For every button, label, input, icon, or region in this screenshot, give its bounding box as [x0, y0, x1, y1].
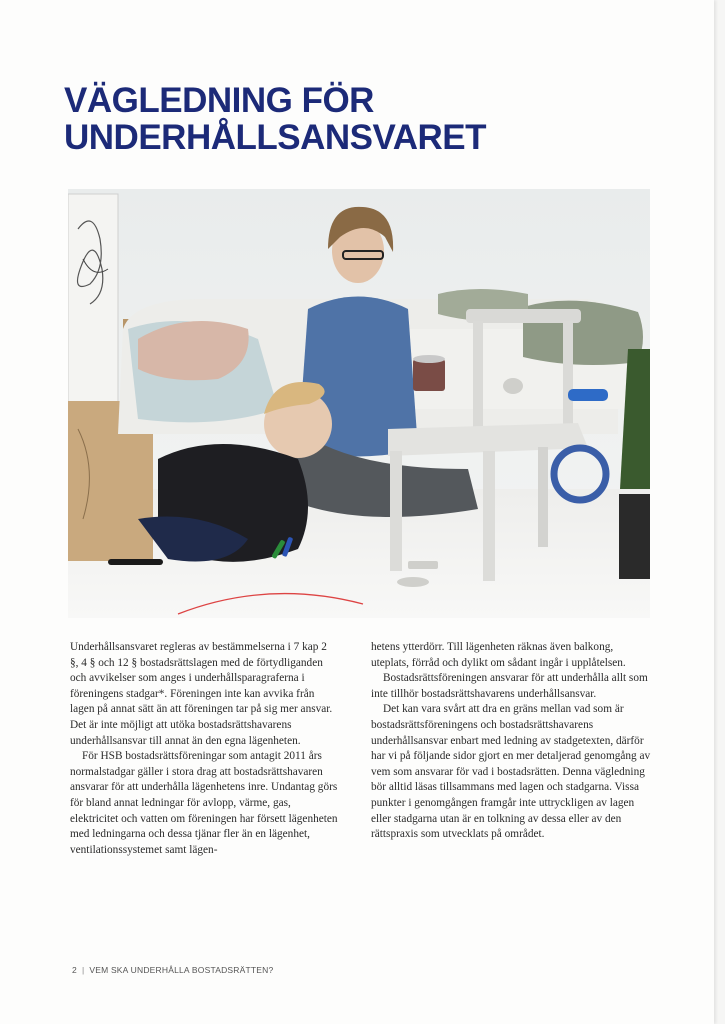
paragraph: hetens ytterdörr. Till lägenheten räknas även balkong, uteplats, förråd och dylikt om sådant ingår i upplåtelsen.	[371, 641, 626, 669]
footer-separator: |	[81, 965, 85, 975]
body-column-left	[70, 640, 338, 858]
page-title-line-2: UNDERHÅLLSANSVARET	[64, 118, 487, 157]
page-title-line-1: VÄGLEDNING FÖR	[64, 81, 374, 120]
page-number: 2	[72, 965, 77, 975]
paragraph: Underhållsansvaret regleras av bestämmelserna i 7 kap 2 §, 4 § och 12 § bostadsrättslagen med de förtydliganden och avvikelser som anges i underhållsparagraferna i föreningens stadgar*. Föreningen inte kan avvika från lagen på annat sätt än att föreningen tar på sig mer ansvar. Det är inte möjligt att utöka bostadsrättshavarens underhållsansvar till annat än den egna lägenheten.	[70, 641, 333, 747]
photo-mother-child-painting-chair	[68, 189, 650, 618]
paragraph: Bostadsrättsföreningen ansvarar för att underhålla allt som inte tillhör bostadsrättshavarens underhållsansvar.	[371, 672, 648, 700]
page-footer	[72, 965, 273, 975]
footer-section-title: VEM SKA UNDERHÅLLA BOSTADSRÄTTEN?	[89, 965, 274, 975]
paragraph: För HSB bostadsrättsföreningar som antagit 2011 års normalstadgar gäller i stora drag att bostadsrättshavaren ansvarar för att underhålla lägenhetens inre. Undantag görs för bland annat ledningar för avlopp, värme, gas, elektricitet och vatten om föreningen har försett lägenheten med ledningarna och dessa tjänar fler än en lägenhet, ventilationssystemet samt lägen-	[70, 750, 338, 856]
body-column-right	[371, 640, 651, 843]
page-title	[64, 82, 624, 156]
paragraph: Det kan vara svårt att dra en gräns mellan vad som är bostadsrättsföreningens och bostadsrättshavarens underhållsansvar enbart med ledning av stadgetexten, därför har vi på följande sidor gjort en mer detaljerad genomgång av vem som ansvarar för vad i bostadsrätten. Denna vägledning bör alltid läsas tillsammans med lagen och stadgarna. Vissa punkter i genomgången framgår inte uttryckligen av lagen eller stadgarna utan är en tolkning av dessa eller av den rättspraxis som utvecklats på området.	[371, 703, 651, 841]
